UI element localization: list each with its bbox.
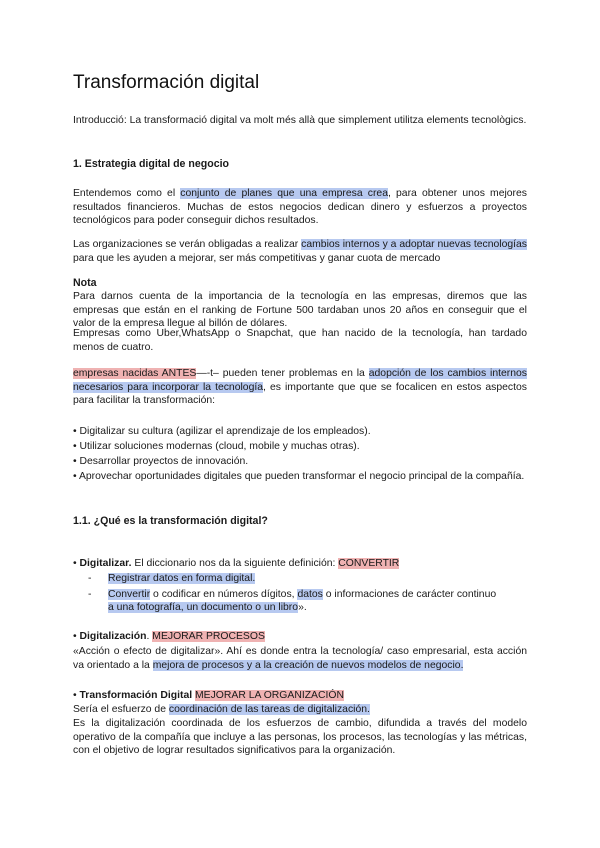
section-1-paragraph-2: Las organizaciones se verán obligadas a realizar cambios internos y a adoptar nuevas tecnologías para que les ayuden a mejorar, ser más competitivas y ganar cuota de mercado	[73, 239, 528, 264]
list-item: • Utilizar soluciones modernas (cloud, mobile y muchas otras).	[73, 441, 360, 452]
tag-convertir: CONVERTIR	[338, 558, 400, 569]
digitalizar-sublist	[88, 572, 528, 615]
digitalizacion-definition: • Digitalización. MEJORAR PROCESOS	[73, 631, 265, 642]
highlight: cambios internos y a adoptar nuevas tecnologías	[301, 239, 528, 250]
section-1-1-heading: 1.1. ¿Qué es la transformación digital?	[73, 515, 268, 527]
list-item: • Desarrollar proyectos de innovación.	[73, 456, 249, 467]
list-item: - Registrar datos en forma digital.	[88, 573, 256, 584]
section-1-heading: 1. Estrategia digital de negocio	[73, 158, 229, 170]
digitalizar-definition: • Digitalizar. El diccionario nos da la siguiente definición: CONVERTIR	[73, 558, 400, 569]
list-item: • Digitalizar su cultura (agilizar el aprendizaje de los empleados).	[73, 426, 371, 437]
nota-paragraph-2: Empresas como Uber,WhatsApp o Snapchat, que han nacido de la tecnología, han tardado menos de cuatro.	[73, 328, 527, 353]
highlight: coordinación de las tareas de digitalización.	[168, 704, 370, 715]
empresas-paragraph: empresas nacidas ANTES—-t– pueden tener problemas en la adopción de los cambios internos necesarios para incorporar la tecnología, es importante que que se focalicen en estos aspectos para facilitar la transformación:	[73, 368, 527, 407]
nota-heading: Nota	[73, 277, 97, 289]
highlight: conjunto de planes que una empresa crea	[180, 188, 388, 199]
highlight: Registrar datos en forma digital.	[108, 573, 256, 584]
transformacion-paragraph: Es la digitalización coordinada de los esfuerzos de cambio, difundida a través del modelo operativo de la compañía que incluye a las personas, los procesos, las tecnologías y las métricas, con el objetivo de lograr resultados significativos para la organización.	[73, 718, 527, 757]
tag-mejorar-procesos: MEJORAR PROCESOS	[152, 631, 265, 642]
highlight: a una fotografía, un documento o un libro	[108, 602, 299, 614]
transformacion-definition: • Transformación Digital MEJORAR LA ORGANIZACIÓN	[73, 690, 344, 701]
highlight: datos	[297, 588, 323, 600]
list-item: • Aprovechar oportunidades digitales que pueden transformar el negocio principal de la compañía.	[73, 471, 525, 482]
transformacion-line-1: Sería el esfuerzo de coordinación de las tareas de digitalización.	[73, 704, 370, 715]
aspects-list	[73, 424, 527, 484]
highlight: empresas nacidas ANTES	[73, 368, 197, 379]
highlight: Convertir	[108, 588, 151, 600]
highlight: mejora de procesos y a la creación de nuevos modelos de negocio.	[152, 659, 464, 671]
section-1-paragraph-1: Entendemos como el conjunto de planes que una empresa crea, para obtener unos mejores resultados financieros. Muchas de estos negocios dedican dinero y esfuerzos a proyectos tecnológicos para poder conseguir dichos resultados.	[73, 188, 527, 227]
digitalizacion-paragraph: «Acción o efecto de digitalizar». Ahí es donde entra la tecnología/ caso empresarial, esta acción va orientado a la mejora de procesos y a la creación de nuevos modelos de negocio.	[73, 646, 527, 671]
tag-mejorar-organizacion: MEJORAR LA ORGANIZACIÓN	[195, 690, 344, 701]
list-item: - Convertir o codificar en números dígitos, datos o informaciones de carácter continuo a una fotografía, un documento o un libro».	[88, 588, 497, 614]
page-title: Transformación digital	[73, 72, 260, 93]
highlight: adopción de los cambios internos necesarios para incorporar la tecnología	[73, 368, 527, 393]
intro-paragraph: Introducció: La transformació digital va molt més allà que simplement utilitza elements tecnològics.	[73, 115, 527, 126]
nota-paragraph-1: Para darnos cuenta de la importancia de la tecnología en las empresas, diremos que las empresas que están en el ranking de Fortune 500 tardaban unos 20 años en conseguir que el valor de la empresa llegue al billón de dólares.	[73, 291, 527, 330]
